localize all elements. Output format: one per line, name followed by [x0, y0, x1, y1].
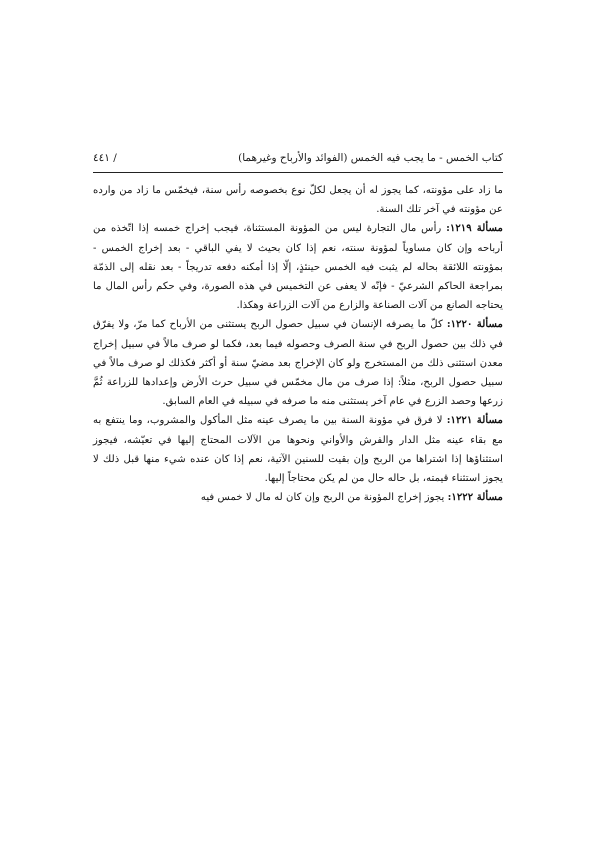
issue-1222 — [93, 488, 503, 507]
header-divider — [93, 172, 503, 173]
issue-heading: مسألة ١٢٢٢: — [447, 491, 503, 504]
paragraph-text: يجوز إخراج المؤونة من الربح وإن كان له مال لا خمس فيه — [200, 492, 448, 504]
issue-heading: مسألة ١٢٢١: — [446, 414, 503, 427]
issue-heading: مسألة ١٢٢٠: — [446, 318, 503, 331]
header-title: كتاب الخمس - ما يجب فيه الخمس (الفوائد والأرباح وغيرهما) — [238, 152, 503, 164]
issue-1221 — [93, 411, 503, 488]
body-text — [93, 181, 503, 507]
page-number: / ٤٤١ — [93, 152, 117, 164]
paragraph-text: رأس مال التجارة ليس من المؤونة المستثناة، فيجب إخراج خمسه إذا اتّخذه من أرباحه وإن كان مساوياً لمؤونة سنته، نعم إذا كان بحيث لا يفي الباقي - بعد إخراج الخمس - بمؤونته اللائقة بحاله لم يثبت فيه الخمس حينئذٍ، إلّا إذا أمكنه دفعه تدريجاً - بعد نقله إلى الذمّة بمراجعة الحاكم الشرعيّ - فإنّه لا يعفى عن التخميس في هذه الصورة، وفي حكم رأس المال ما يحتاجه الصانع من آلات الصناعة والزارع من آلات الزراعة وهكذا. — [93, 223, 503, 312]
paragraph-text: لا فرق في مؤونة السنة بين ما يصرف عينه مثل المأكول والمشروب، وما ينتفع به مع بقاء عينه مثل الدار والفرش والأواني ونحوها من الآلات المحتاج إليها في تعيّشه، فيجوز استثناؤها إذا اشتراها من الربح وإن بقيت للسنين الآتية، نعم إذا كان عنده شيء منها قبل ذلك لا يجوز استثناء قيمته، بل حاله حال من لم يكن محتاجاً إليها. — [93, 415, 503, 485]
paragraph-continuation — [93, 181, 503, 219]
issue-heading: مسألة ١٢١٩: — [446, 222, 504, 235]
paragraph-text: ما زاد على مؤونته، كما يجوز له أن يجعل لكلّ نوع بخصوصه رأس سنة، فيخمّس ما زاد من وارده عن مؤونته في آخر تلك السنة. — [93, 185, 503, 216]
issue-1220 — [93, 315, 503, 411]
issue-1219 — [93, 219, 503, 315]
paragraph-text: كلّ ما يصرفه الإنسان في سبيل حصول الربح يستثنى من الأرباح كما مرّ، ولا يفرّق في ذلك بين حصول الربح في سنة الصرف وحصوله فيما بعد، فكما لو صرف مالاً في سبيل إخراج معدن استثنى ذلك من المستخرج ولو كان الإخراج بعد مضيّ سنة أو أكثر فكذلك لو صرف مالاً في سبيل حصول الربح، مثلاً: إذا صرف من مال مخمّس في سبيل حرث الأرض وإعدادها للزراعة ثُمَّ زرعها وحصد الزرع في عام آخر يستثنى منه ما صرفه في سبيله في العام السابق. — [93, 319, 503, 408]
running-header — [93, 150, 503, 166]
